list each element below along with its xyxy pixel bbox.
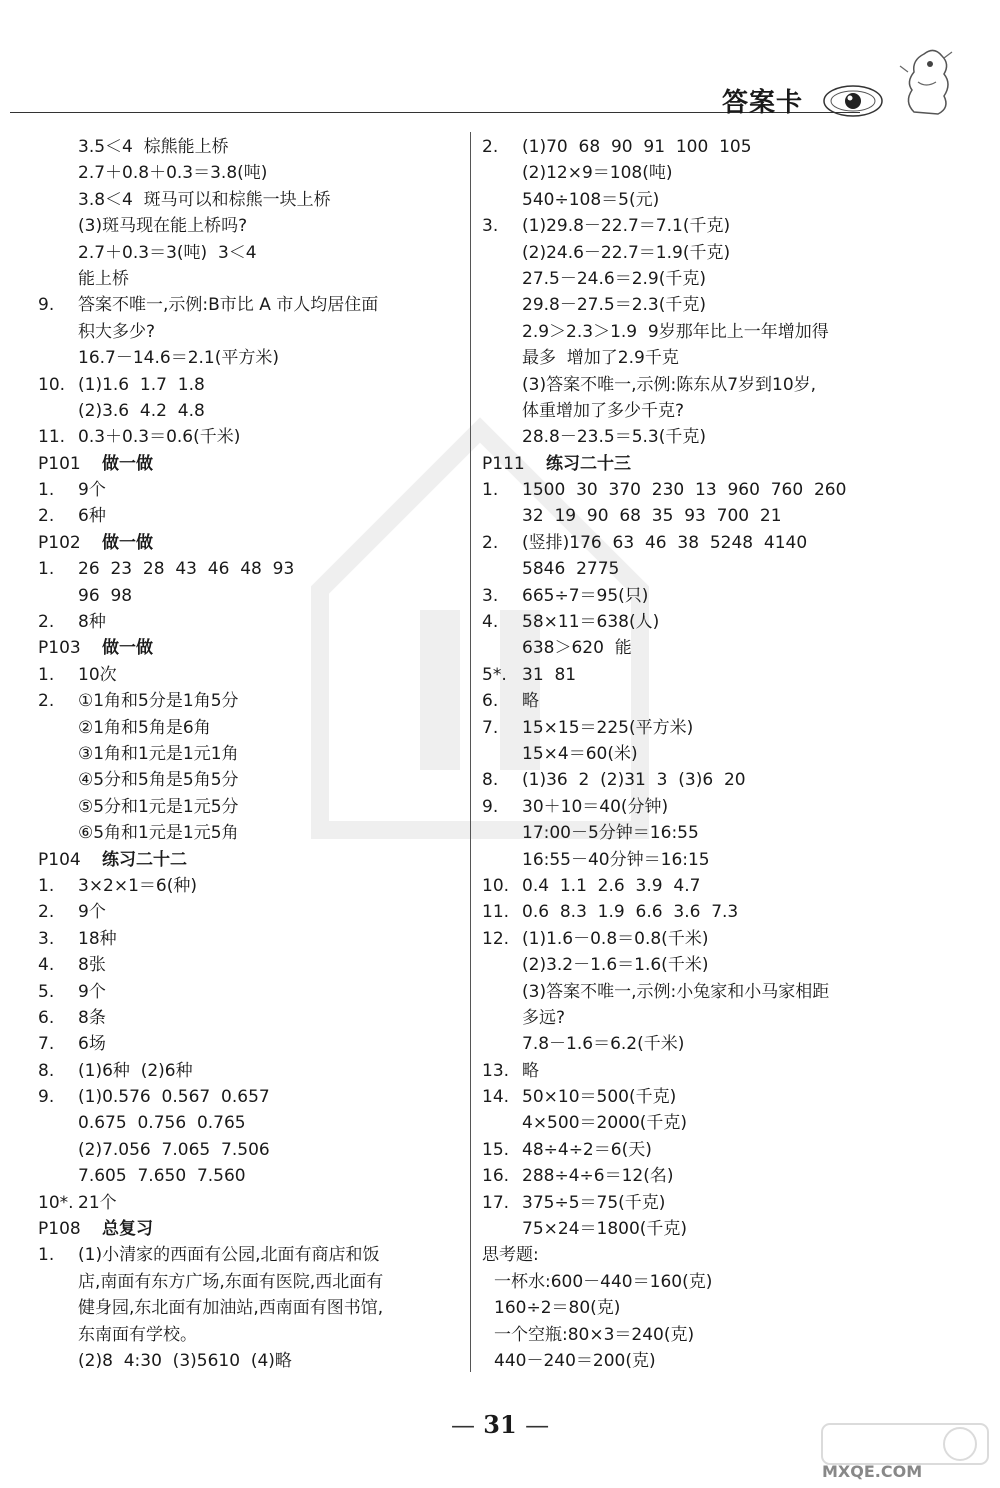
answer-text: 9个 (78, 981, 106, 1002)
answer-line (482, 503, 962, 529)
question-number: 3. (482, 216, 499, 237)
answer-text: 48÷4÷2＝6(天) (522, 1139, 652, 1160)
question-number (38, 398, 78, 424)
answer-text: 略 (522, 1060, 539, 1081)
question-number: 14. (482, 1087, 510, 1108)
question-number: 7. (482, 717, 499, 738)
question-number (482, 556, 522, 582)
section-page-ref: P108 (38, 1219, 81, 1240)
question-number (38, 1110, 78, 1136)
answer-text: 健身园,东北面有加油站,西南面有图书馆, (78, 1298, 384, 1319)
answer-line (38, 820, 468, 846)
answer-line (482, 1295, 962, 1321)
answer-text: 3×2×1＝6(种) (78, 875, 198, 896)
answer-line (482, 1137, 962, 1163)
question-number: 9. (38, 1087, 55, 1108)
question-number: 1. (38, 664, 55, 685)
answer-text: 9个 (78, 480, 106, 501)
question-number: 1. (38, 559, 55, 580)
answer-line (482, 292, 962, 318)
answer-text: 1500 30 370 230 13 960 760 260 (522, 480, 847, 501)
answer-text: 5846 2775 (522, 559, 620, 580)
answer-line (482, 873, 962, 899)
question-number: 8. (38, 1060, 55, 1081)
question-number: 10*. (38, 1192, 74, 1213)
question-number (38, 1322, 78, 1348)
question-number (38, 794, 78, 820)
answer-line (482, 635, 962, 661)
question-number: 5. (38, 981, 55, 1002)
answer-line (482, 213, 962, 239)
question-number: 1. (482, 480, 499, 501)
question-number (38, 1269, 78, 1295)
question-number (482, 345, 522, 371)
answer-text: 540÷108＝5(元) (522, 189, 660, 210)
answer-text: ④5分和5角是5角5分 (78, 770, 239, 791)
section-title: 做一做 (102, 453, 153, 474)
answer-text: 16:55－40分钟＝16:15 (522, 849, 710, 870)
question-number (482, 979, 522, 1005)
answer-line (38, 372, 468, 398)
answer-text: 4×500＝2000(千克) (522, 1113, 688, 1134)
answer-line (38, 319, 468, 345)
question-number (38, 319, 78, 345)
section-page-ref: P102 (38, 532, 81, 553)
section-title: 总复习 (102, 1219, 153, 1240)
answer-text: 18种 (78, 928, 117, 949)
answer-line (482, 1322, 962, 1348)
answer-line (482, 1242, 962, 1268)
answer-text: 积大多少? (78, 321, 156, 342)
answer-line (38, 160, 468, 186)
question-number: 17. (482, 1192, 510, 1213)
question-number (482, 160, 522, 186)
answer-text: 2.7＋0.3＝3(吨) 3＜4 (78, 242, 257, 263)
answer-text: ①1角和5分是1角5分 (78, 691, 239, 712)
section-page-ref: P104 (38, 849, 81, 870)
question-number (482, 266, 522, 292)
answer-text: 7.605 7.650 7.560 (78, 1166, 246, 1187)
answer-text: 29.8－27.5＝2.3(千克) (522, 295, 707, 316)
answer-line (38, 1058, 468, 1084)
question-number (482, 1110, 522, 1136)
answer-line (482, 1005, 962, 1031)
answer-text: (3)答案不唯一,示例:陈东从7岁到10岁, (522, 374, 817, 395)
question-number (38, 134, 78, 160)
column-divider (470, 132, 471, 1372)
answer-line (482, 1216, 962, 1242)
answer-text: 8条 (78, 1007, 106, 1028)
answer-text: (3)答案不唯一,示例:小兔家和小马家相距 (522, 981, 830, 1002)
question-number (482, 424, 522, 450)
question-number (38, 767, 78, 793)
answer-line (482, 160, 962, 186)
question-number: 12. (482, 928, 510, 949)
question-number (482, 503, 522, 529)
answer-text: (1)70 68 90 91 100 105 (522, 137, 752, 157)
answer-text: 7.8－1.6＝6.2(千米) (522, 1034, 685, 1055)
answer-text: (2)3.2－1.6＝1.6(千米) (522, 955, 709, 976)
section-title: 做一做 (102, 532, 153, 553)
answer-line (482, 820, 962, 846)
answer-text: 27.5－24.6＝2.9(千克) (522, 268, 707, 289)
question-number: 思考题: (482, 1245, 539, 1266)
answer-text: 17:00－5分钟＝16:55 (522, 823, 699, 844)
answer-text: 2.9＞2.3＞1.9 9岁那年比上一年增加得 (522, 321, 829, 342)
answer-line (38, 1269, 468, 1295)
answer-line (482, 899, 962, 925)
answer-line (482, 609, 962, 635)
dragon-mascot-icon (894, 42, 958, 118)
answer-line (482, 926, 962, 952)
answer-line (482, 556, 962, 582)
question-number (482, 319, 522, 345)
answer-line (38, 1322, 468, 1348)
answer-text: 体重增加了多少千克? (522, 400, 685, 421)
answer-line (482, 1190, 962, 1216)
answer-line (38, 1110, 468, 1136)
question-number: 1. (38, 480, 55, 501)
section-title: 做一做 (102, 638, 153, 659)
section-title: 练习二十三 (546, 453, 631, 474)
answer-text: (2)7.056 7.065 7.506 (78, 1139, 270, 1160)
section-heading (38, 451, 468, 477)
answer-text: 一杯水:600－440＝160(克) (494, 1271, 713, 1292)
question-number: 2. (38, 691, 55, 712)
answer-text: (1)1.6 1.7 1.8 (78, 374, 205, 395)
answer-line (482, 134, 962, 160)
answer-text: 8张 (78, 955, 106, 976)
question-number (38, 741, 78, 767)
question-number: 6. (482, 691, 499, 712)
answer-line (38, 662, 468, 688)
answer-line (482, 688, 962, 714)
question-number: 2. (482, 137, 499, 157)
answer-line (482, 477, 962, 503)
answer-text: 一个空瓶:80×3＝240(克) (494, 1324, 695, 1345)
question-number (38, 1295, 78, 1321)
question-number: 5*. (482, 664, 507, 685)
answer-text: (1)36 2 (2)31 3 (3)6 20 (522, 770, 746, 791)
question-number (482, 187, 522, 213)
answer-text: 288÷4÷6＝12(名) (522, 1166, 674, 1187)
answer-line (482, 1058, 962, 1084)
answer-line (38, 503, 468, 529)
answer-text: 2.7＋0.8＋0.3＝3.8(吨) (78, 163, 268, 184)
answer-text: (2)3.6 4.2 4.8 (78, 400, 205, 421)
answer-line (482, 424, 962, 450)
answer-text: 26 23 28 43 46 48 93 (78, 559, 295, 580)
question-number (482, 635, 522, 661)
answer-line (38, 1084, 468, 1110)
answer-text: 15×4＝60(米) (522, 743, 638, 764)
answer-line (482, 1269, 962, 1295)
question-number: 9. (38, 295, 55, 316)
question-number (482, 820, 522, 846)
answer-text: 答案不唯一,示例:B市比 A 市人均居住面 (78, 295, 379, 316)
question-number (482, 398, 522, 424)
answer-line (482, 1084, 962, 1110)
answer-text: 多远? (522, 1007, 566, 1028)
answer-text: 75×24＝1800(千克) (522, 1219, 688, 1240)
answer-line (38, 715, 468, 741)
question-number (482, 847, 522, 873)
answer-line (38, 767, 468, 793)
answer-text: 665÷7＝95(只) (522, 585, 649, 606)
question-number (38, 266, 78, 292)
question-number: 1. (38, 875, 55, 896)
question-number: 2. (38, 902, 55, 923)
answer-text: ⑤5分和1元是1元5分 (78, 796, 239, 817)
answer-text: 638＞620 能 (522, 638, 632, 659)
answer-text: 6场 (78, 1034, 106, 1055)
question-number: 15. (482, 1139, 510, 1160)
answer-line (38, 899, 468, 925)
answer-text: (1)1.6－0.8＝0.8(千米) (522, 928, 709, 949)
question-number: 6. (38, 1007, 55, 1028)
question-number: 2. (38, 612, 55, 633)
answer-line (38, 873, 468, 899)
answer-line (38, 926, 468, 952)
answer-line (38, 477, 468, 503)
answer-text: (2)24.6－22.7＝1.9(千克) (522, 242, 731, 263)
answer-line (482, 741, 962, 767)
answer-text: 160÷2＝80(克) (494, 1298, 621, 1319)
answer-line (482, 266, 962, 292)
question-number (38, 583, 78, 609)
answer-text: ②1角和5角是6角 (78, 717, 211, 738)
answers-left-column (38, 134, 468, 1374)
answer-line (38, 952, 468, 978)
answer-text: 0.6 8.3 1.9 6.6 3.6 7.3 (522, 902, 739, 923)
answer-line (482, 583, 962, 609)
answer-line (38, 1242, 468, 1268)
answer-text: (1)0.576 0.567 0.657 (78, 1087, 270, 1108)
answer-text: 10次 (78, 664, 117, 685)
answer-line (482, 847, 962, 873)
answer-text: (1)小清家的西面有公园,北面有商店和饭 (78, 1245, 380, 1266)
question-number: 2. (38, 506, 55, 527)
answer-line (38, 1163, 468, 1189)
answer-line (482, 1110, 962, 1136)
answer-line (38, 979, 468, 1005)
answer-text: 0.675 0.756 0.765 (78, 1113, 246, 1134)
answer-line (38, 556, 468, 582)
question-number (38, 187, 78, 213)
answer-line (38, 1348, 468, 1374)
answer-text: 31 81 (522, 664, 577, 685)
question-number (38, 213, 78, 239)
page-title: 答案卡 (722, 88, 804, 118)
question-number: 13. (482, 1060, 510, 1081)
question-number: 10. (482, 875, 510, 896)
answer-line (38, 1005, 468, 1031)
question-number (482, 292, 522, 318)
answer-text: 东南面有学校。 (78, 1324, 197, 1345)
question-number (482, 1031, 522, 1057)
answer-line (38, 292, 468, 318)
answer-text: 21个 (78, 1192, 117, 1213)
question-number: 11. (38, 427, 66, 448)
section-heading (38, 847, 468, 873)
answer-line (38, 1295, 468, 1321)
answer-text: 375÷5＝75(千克) (522, 1192, 666, 1213)
page-number: — 31 — (450, 1410, 550, 1439)
answer-line (482, 319, 962, 345)
answer-line (482, 794, 962, 820)
question-number (38, 1137, 78, 1163)
question-number (38, 345, 78, 371)
answer-line (38, 134, 468, 160)
answer-line (38, 345, 468, 371)
answer-text: 15×15＝225(平方米) (522, 717, 694, 738)
answer-line (38, 213, 468, 239)
answer-text: (1)29.8－22.7＝7.1(千克) (522, 216, 731, 237)
answer-text: 3.8＜4 斑马可以和棕熊一块上桥 (78, 189, 331, 210)
answer-text: 32 19 90 68 35 93 700 21 (522, 506, 782, 527)
section-title: 练习二十二 (102, 849, 187, 870)
site-watermark-text: MXQE.COM (822, 1462, 923, 1481)
answer-line (482, 767, 962, 793)
question-number: 4. (38, 955, 55, 976)
question-number (38, 820, 78, 846)
answer-line (482, 1348, 962, 1374)
question-number (38, 1163, 78, 1189)
question-number (482, 1005, 522, 1031)
question-number (482, 240, 522, 266)
question-number (482, 741, 522, 767)
answer-line (38, 398, 468, 424)
answer-line (38, 741, 468, 767)
answer-text: 0.4 1.1 2.6 3.9 4.7 (522, 875, 701, 896)
answer-line (38, 1031, 468, 1057)
answer-line (38, 583, 468, 609)
answer-line (482, 372, 962, 398)
answer-line (38, 688, 468, 714)
question-number: 3. (38, 928, 55, 949)
answer-line (38, 1190, 468, 1216)
answer-text: (2)12×9＝108(吨) (522, 163, 673, 184)
answer-line (482, 345, 962, 371)
question-number: 3. (482, 585, 499, 606)
answer-text: 能上桥 (78, 268, 129, 289)
answer-line (482, 1031, 962, 1057)
answer-line (482, 715, 962, 741)
section-page-ref: P101 (38, 453, 81, 474)
answer-line (482, 187, 962, 213)
answer-text: 28.8－23.5＝5.3(千克) (522, 427, 707, 448)
answer-line (482, 979, 962, 1005)
answer-text: 50×10＝500(千克) (522, 1087, 677, 1108)
answer-line (38, 794, 468, 820)
question-number (38, 160, 78, 186)
question-number: 8. (482, 770, 499, 791)
question-number (38, 1348, 78, 1374)
answer-text: (2)8 4:30 (3)5610 (4)略 (78, 1350, 292, 1371)
answer-line (482, 398, 962, 424)
question-number (38, 715, 78, 741)
section-heading (482, 451, 962, 477)
answer-line (482, 1163, 962, 1189)
answer-text: 9个 (78, 902, 106, 923)
answer-text: ⑥5角和1元是1元5角 (78, 823, 239, 844)
answer-text: 最多 增加了2.9千克 (522, 348, 679, 369)
answer-line (482, 240, 962, 266)
answer-text: 8种 (78, 612, 106, 633)
answer-line (38, 424, 468, 450)
answer-line (38, 187, 468, 213)
section-page-ref: P111 (482, 453, 525, 474)
answers-right-column (482, 134, 962, 1374)
answer-text: (竖排)176 63 46 38 5248 4140 (522, 532, 808, 553)
question-number: 4. (482, 612, 499, 633)
section-heading (38, 1216, 468, 1242)
section-heading (38, 530, 468, 556)
answer-line (482, 952, 962, 978)
answer-line (38, 266, 468, 292)
answer-text: (1)6种 (2)6种 (78, 1060, 193, 1081)
answer-line (38, 609, 468, 635)
answer-text: 6种 (78, 506, 106, 527)
answer-line (38, 240, 468, 266)
answer-line (38, 1137, 468, 1163)
answer-text: 440－240＝200(克) (494, 1350, 656, 1371)
section-heading (38, 635, 468, 661)
answer-text: (3)斑马现在能上桥吗? (78, 216, 248, 237)
question-number: 1. (38, 1245, 55, 1266)
question-number: 7. (38, 1034, 55, 1055)
question-number: 11. (482, 902, 510, 923)
answer-text: 30＋10＝40(分钟) (522, 796, 669, 817)
question-number (38, 240, 78, 266)
answer-text: 略 (522, 691, 539, 712)
answer-line (482, 662, 962, 688)
answer-text: 96 98 (78, 585, 133, 606)
section-page-ref: P103 (38, 638, 81, 659)
question-number (482, 1216, 522, 1242)
answer-text: 0.3＋0.3＝0.6(千米) (78, 427, 241, 448)
answer-text: 16.7－14.6＝2.1(平方米) (78, 348, 280, 369)
answer-text: ③1角和1元是1元1角 (78, 743, 239, 764)
question-number: 16. (482, 1166, 510, 1187)
answer-text: 店,南面有东方广场,东面有医院,西北面有 (78, 1271, 384, 1292)
eye-logo-icon (822, 84, 884, 118)
question-number (482, 372, 522, 398)
question-number: 10. (38, 374, 66, 395)
question-number (482, 952, 522, 978)
question-number: 2. (482, 532, 499, 553)
answer-text: 58×11＝638(人) (522, 612, 660, 633)
question-number: 9. (482, 796, 499, 817)
answer-line (482, 530, 962, 556)
answer-text: 3.5＜4 棕熊能上桥 (78, 137, 229, 157)
